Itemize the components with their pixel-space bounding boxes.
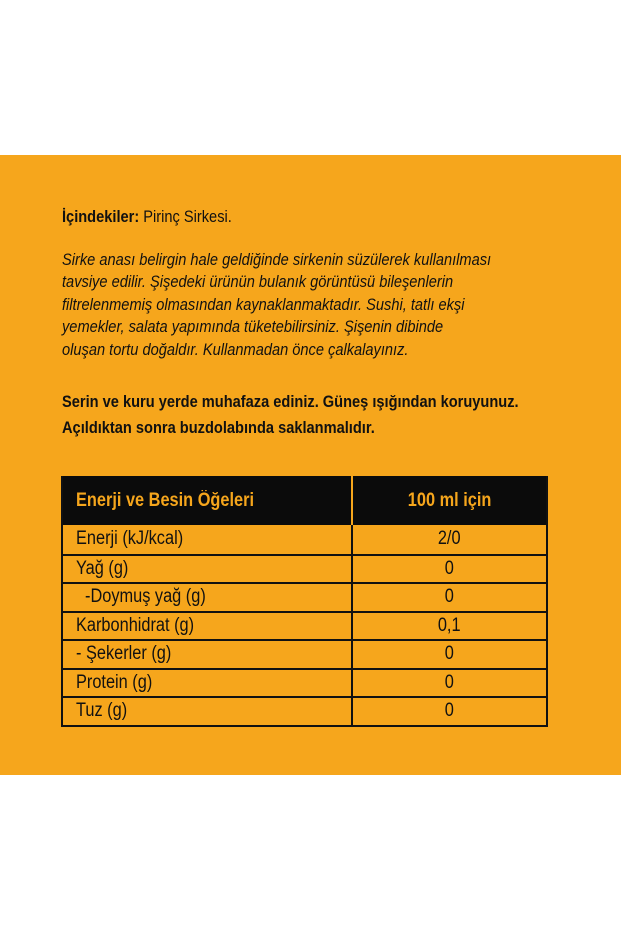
nutrient-cell	[63, 556, 353, 583]
usage-note-line: filtrelenmemiş olmasından kaynaklanmaktadır. Sushi, tatlı ekşi	[62, 294, 465, 314]
nutrient-cell	[63, 584, 353, 611]
header-nutrient-label: Enerji ve Besin Öğeleri	[76, 489, 255, 511]
ingredients-value: Pirinç Sirkesi.	[139, 207, 232, 226]
table-row	[63, 696, 546, 725]
nutrient-name: - Şekerler (g)	[76, 643, 172, 665]
nutrient-value: 0,1	[438, 614, 461, 636]
nutrient-name: Enerji (kJ/kcal)	[76, 528, 184, 550]
value-cell	[353, 698, 546, 725]
table-row	[63, 668, 546, 697]
value-cell	[353, 584, 546, 611]
value-cell	[353, 670, 546, 697]
usage-note-line: Sirke anası belirgin hale geldiğinde sirkenin süzülerek kullanılması	[62, 250, 492, 269]
nutrient-name: Tuz (g)	[76, 700, 128, 722]
storage-note	[62, 389, 544, 441]
table-row	[63, 639, 546, 668]
nutrient-value: 0	[444, 671, 455, 693]
header-per-100ml-label: 100 ml için	[407, 489, 492, 511]
nutrient-cell	[63, 641, 353, 668]
nutrition-table-body	[63, 525, 546, 725]
usage-note-line: tavsiye edilir. Şişedeki ürünün bulanık görüntüsü bileşenlerin	[62, 272, 454, 292]
storage-note-line: Açıldıktan sonra buzdolabında saklanmalıdır.	[62, 418, 375, 437]
nutrient-cell	[63, 670, 353, 697]
header-cell-per-100ml	[353, 476, 546, 525]
table-row	[63, 525, 546, 554]
table-row	[63, 611, 546, 640]
nutrient-cell	[63, 698, 353, 725]
nutrient-value: 0	[444, 586, 455, 608]
storage-note-line: Serin ve kuru yerde muhafaza ediniz. Güneş ışığından koruyunuz.	[62, 392, 519, 411]
ingredients-line	[62, 207, 232, 227]
nutrient-name: -Doymuş yağ (g)	[85, 586, 206, 608]
nutrient-cell	[63, 613, 353, 640]
nutrition-table	[61, 476, 548, 727]
nutrient-value: 0	[444, 557, 455, 579]
nutrient-name: Karbonhidrat (g)	[76, 614, 195, 636]
usage-note-line: oluşan tortu doğaldır. Kullanmadan önce çalkalayınız.	[62, 339, 409, 359]
ingredients-label: İçindekiler:	[62, 207, 140, 226]
nutrient-value: 2/0	[438, 528, 461, 550]
nutrient-value: 0	[444, 700, 455, 722]
nutrient-name: Yağ (g)	[76, 557, 129, 579]
usage-note	[62, 249, 526, 361]
value-cell	[353, 525, 546, 554]
nutrient-name: Protein (g)	[76, 671, 153, 693]
value-cell	[353, 556, 546, 583]
usage-note-line: yemekler, salata yapımında tüketebilirsiniz. Şişenin dibinde	[62, 317, 444, 337]
nutrient-cell	[63, 525, 353, 554]
value-cell	[353, 641, 546, 668]
table-row	[63, 582, 546, 611]
nutrient-value: 0	[444, 643, 455, 665]
header-cell-nutrient	[63, 476, 353, 525]
value-cell	[353, 613, 546, 640]
table-row	[63, 554, 546, 583]
nutrition-table-header	[63, 476, 546, 525]
